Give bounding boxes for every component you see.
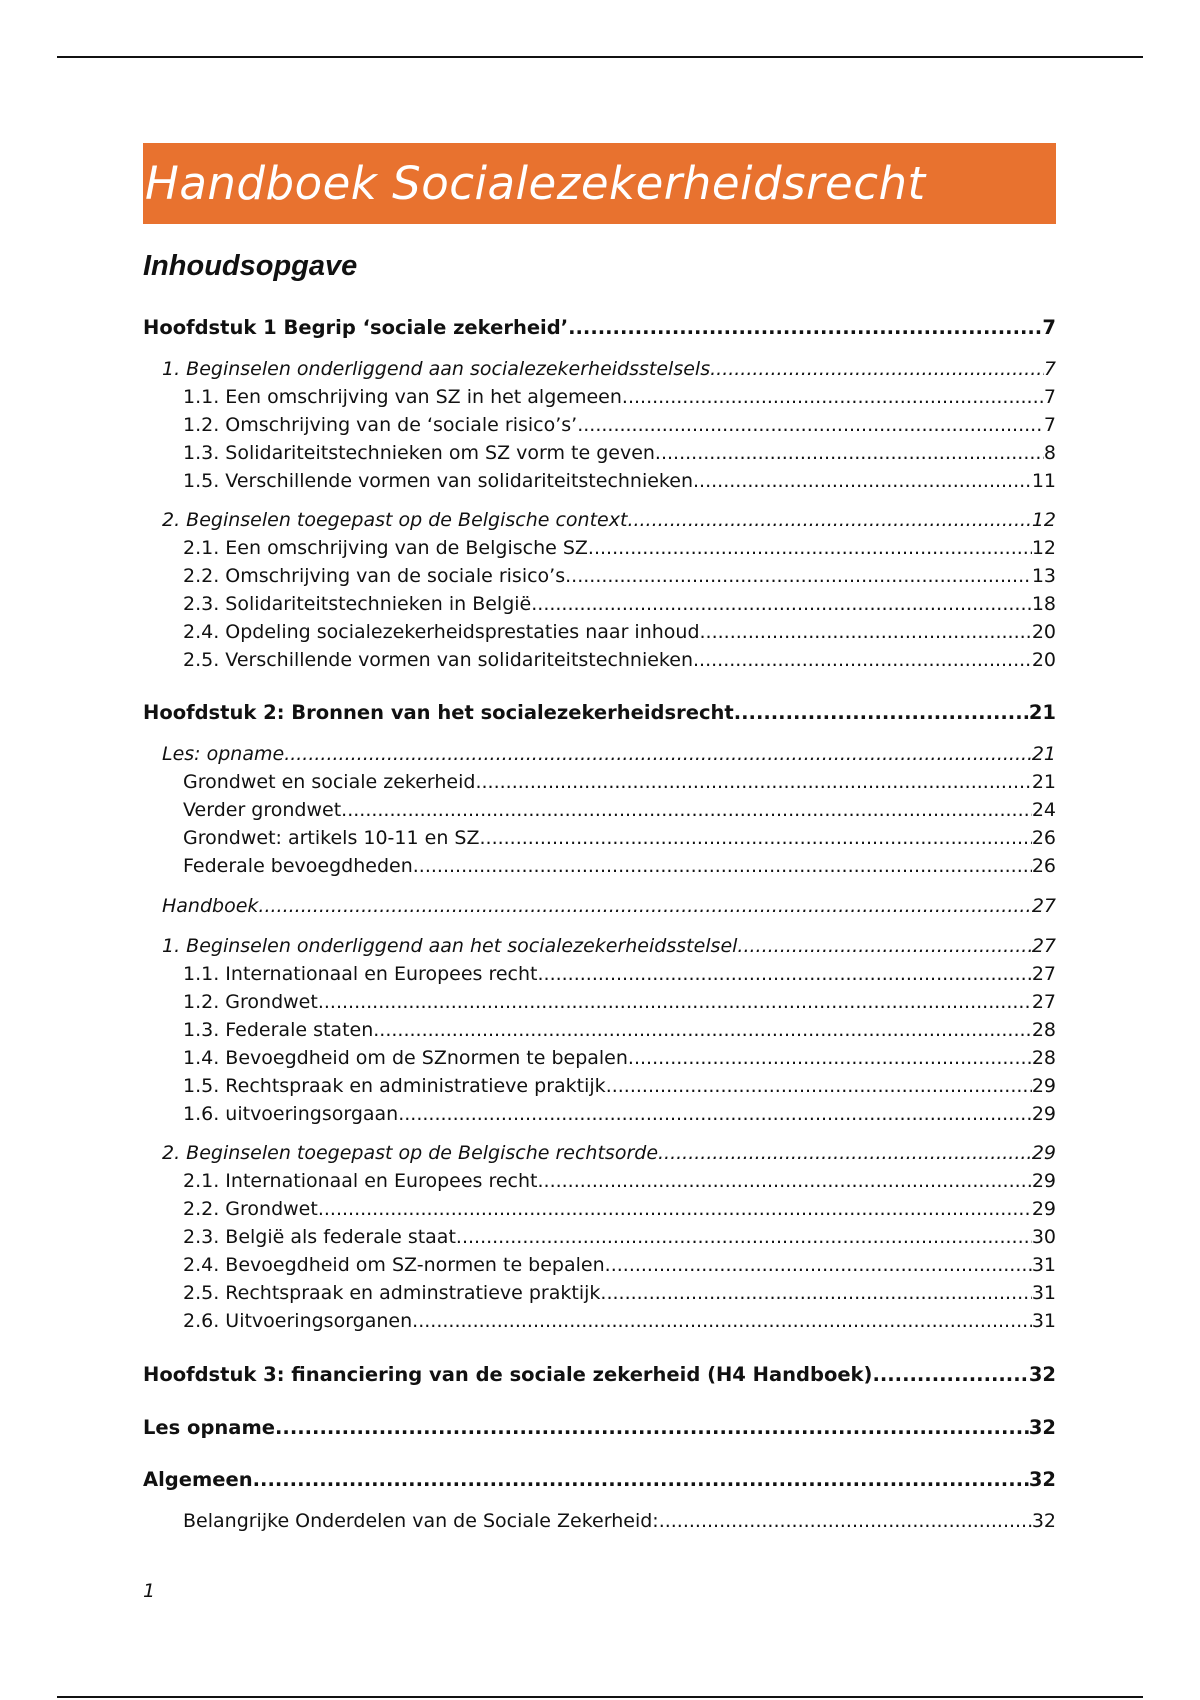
toc-heading: Inhoudsopgave <box>143 250 358 282</box>
page-number: 1 <box>143 1580 156 1602</box>
toc-entry-level3[interactable]: Federale bevoegdheden ..... 26 <box>183 853 1056 879</box>
toc-entry-level1[interactable]: Les opname ..... 32 <box>143 1415 1056 1441</box>
toc-entry-level3[interactable]: 1.2. Omschrijving van de ‘sociale risico’s’ ..... 7 <box>183 412 1056 438</box>
toc-entry-level2[interactable]: 1. Beginselen onderliggend aan socialezekerheidsstelsels ..... 7 <box>162 356 1056 382</box>
toc-entry-level2[interactable]: 1. Beginselen onderliggend aan het socialezekerheidsstelsel ..... 27 <box>162 933 1056 959</box>
toc-entry-level2[interactable]: 2. Beginselen toegepast op de Belgische context ..... 12 <box>162 507 1056 533</box>
toc-entry-level3[interactable]: 2.3. Solidariteitstechnieken in België ..... 18 <box>183 591 1056 617</box>
toc-entry-level3[interactable]: 1.6. uitvoeringsorgaan ..... 29 <box>183 1101 1056 1127</box>
toc-entry-level3[interactable]: Grondwet: artikels 10-11 en SZ ..... 26 <box>183 825 1056 851</box>
toc-entry-level3[interactable]: 1.3. Solidariteitstechnieken om SZ vorm te geven ..... 8 <box>183 440 1056 466</box>
toc-entry-level3[interactable]: Grondwet en sociale zekerheid ..... 21 <box>183 769 1056 795</box>
toc-entry-level3[interactable]: 1.2. Grondwet ..... 27 <box>183 989 1056 1015</box>
toc-entry-level1[interactable]: Hoofdstuk 2: Bronnen van het socialezekerheidsrecht ..... 21 <box>143 700 1056 726</box>
toc-entry-level1[interactable]: Hoofdstuk 3: financiering van de sociale zekerheid (H4 Handboek) ..... 32 <box>143 1362 1056 1388</box>
toc-entry-level3[interactable]: 2.4. Bevoegdheid om SZ-normen te bepalen ..... 31 <box>183 1252 1056 1278</box>
toc-entry-level2[interactable]: Les: opname ..... 21 <box>162 741 1056 767</box>
toc-entry-level3[interactable]: 2.6. Uitvoeringsorganen ..... 31 <box>183 1308 1056 1334</box>
toc-entry-level3[interactable]: 2.3. België als federale staat ..... 30 <box>183 1224 1056 1250</box>
toc-entry-level3[interactable]: 1.1. Een omschrijving van SZ in het algemeen ..... 7 <box>183 384 1056 410</box>
document-title: Handboek Socialezekerheidsrecht <box>145 157 926 210</box>
toc-entry-level3[interactable]: 1.1. Internationaal en Europees recht ..... 27 <box>183 961 1056 987</box>
toc-entry-level3[interactable]: 2.1. Internationaal en Europees recht ..... 29 <box>183 1168 1056 1194</box>
toc-entry-level3[interactable]: 2.5. Verschillende vormen van solidariteitstechnieken ..... 20 <box>183 647 1056 673</box>
bottom-rule <box>57 1696 1143 1698</box>
toc-entry-level3[interactable]: 1.4. Bevoegdheid om de SZnormen te bepalen ..... 28 <box>183 1045 1056 1071</box>
toc-entry-level2[interactable]: Handboek ..... 27 <box>162 893 1056 919</box>
toc-entry-level3[interactable]: 2.2. Grondwet ..... 29 <box>183 1196 1056 1222</box>
toc-entry-level3[interactable]: 2.2. Omschrijving van de sociale risico’s ..... 13 <box>183 563 1056 589</box>
toc-entry-level3[interactable]: 2.1. Een omschrijving van de Belgische SZ ..... 12 <box>183 535 1056 561</box>
toc-entry-level3[interactable]: 1.3. Federale staten ..... 28 <box>183 1017 1056 1043</box>
toc-entry-level1[interactable]: Hoofdstuk 1 Begrip ‘sociale zekerheid’ ..... 7 <box>143 315 1056 341</box>
toc-entry-level3[interactable]: 2.5. Rechtspraak en adminstratieve praktijk ..... 31 <box>183 1280 1056 1306</box>
toc-entry-level2[interactable]: 2. Beginselen toegepast op de Belgische rechtsorde ..... 29 <box>162 1140 1056 1166</box>
toc-entry-level3[interactable]: 2.4. Opdeling socialezekerheidsprestaties naar inhoud ..... 20 <box>183 619 1056 645</box>
toc-entry-level1[interactable]: Algemeen ..... 32 <box>143 1467 1056 1493</box>
toc-entry-level3[interactable]: Verder grondwet ..... 24 <box>183 797 1056 823</box>
toc-entry-level3[interactable]: 1.5. Rechtspraak en administratieve praktijk ..... 29 <box>183 1073 1056 1099</box>
toc-entry-level3[interactable]: Belangrijke Onderdelen van de Sociale Zekerheid: ..... 32 <box>183 1508 1056 1534</box>
toc-entry-level3[interactable]: 1.5. Verschillende vormen van solidariteitstechnieken ..... 11 <box>183 468 1056 494</box>
